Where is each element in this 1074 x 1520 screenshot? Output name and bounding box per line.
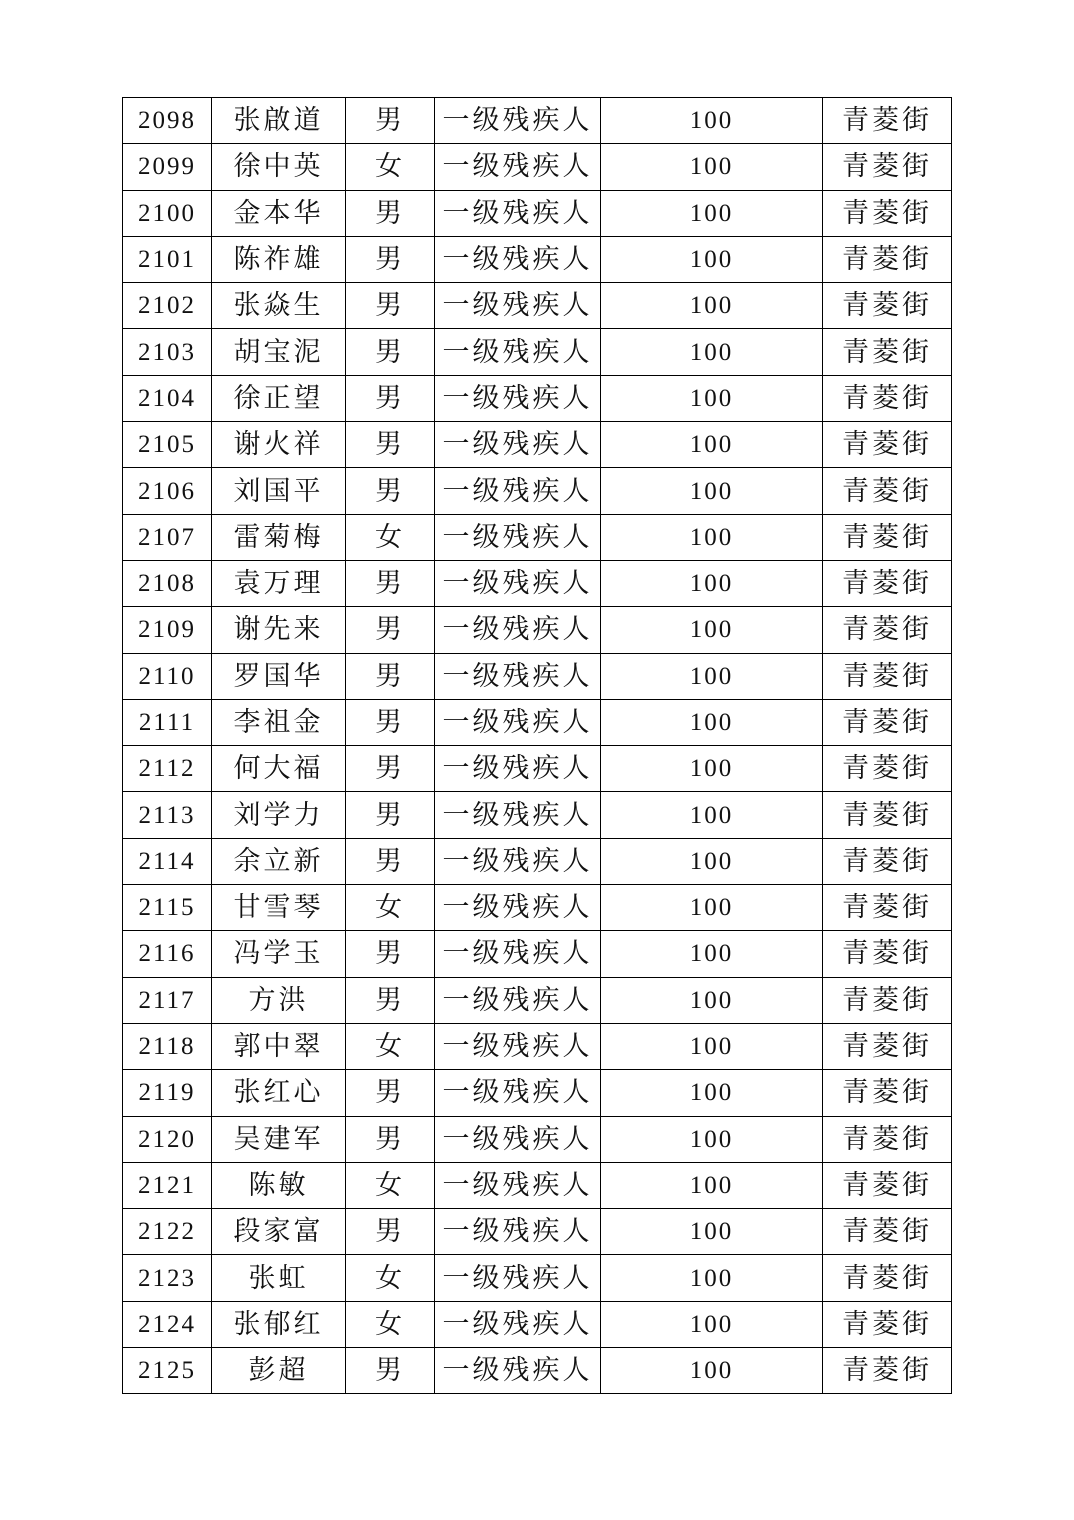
street-cell: 青菱街: [823, 1162, 952, 1208]
category-cell: 一级残疾人: [435, 283, 601, 329]
roster-table: [122, 97, 952, 1394]
gender-cell: 女: [346, 144, 435, 190]
category-cell: 一级残疾人: [435, 699, 601, 745]
street-cell: 青菱街: [823, 699, 952, 745]
table-row: [123, 375, 952, 421]
name-cell: 刘国平: [212, 468, 346, 514]
street-cell: 青菱街: [823, 560, 952, 606]
row-number-cell: 2101: [123, 236, 212, 282]
category-cell: 一级残疾人: [435, 653, 601, 699]
table-row: [123, 838, 952, 884]
table-row: [123, 1209, 952, 1255]
gender-cell: 男: [346, 746, 435, 792]
street-cell: 青菱街: [823, 607, 952, 653]
street-cell: 青菱街: [823, 236, 952, 282]
street-cell: 青菱街: [823, 838, 952, 884]
gender-cell: 男: [346, 329, 435, 375]
row-number-cell: 2102: [123, 283, 212, 329]
category-cell: 一级残疾人: [435, 1070, 601, 1116]
gender-cell: 女: [346, 885, 435, 931]
row-number-cell: 2099: [123, 144, 212, 190]
gender-cell: 男: [346, 375, 435, 421]
table-row: [123, 190, 952, 236]
category-cell: 一级残疾人: [435, 931, 601, 977]
gender-cell: 男: [346, 1209, 435, 1255]
table-row: [123, 746, 952, 792]
gender-cell: 男: [346, 283, 435, 329]
amount-cell: 100: [601, 236, 823, 282]
table-row: [123, 422, 952, 468]
row-number-cell: 2104: [123, 375, 212, 421]
name-cell: 彭超: [212, 1348, 346, 1394]
category-cell: 一级残疾人: [435, 236, 601, 282]
street-cell: 青菱街: [823, 931, 952, 977]
table-row: [123, 283, 952, 329]
amount-cell: 100: [601, 1070, 823, 1116]
name-cell: 袁万理: [212, 560, 346, 606]
gender-cell: 女: [346, 1301, 435, 1347]
name-cell: 张虹: [212, 1255, 346, 1301]
street-cell: 青菱街: [823, 977, 952, 1023]
amount-cell: 100: [601, 514, 823, 560]
name-cell: 陈敏: [212, 1162, 346, 1208]
row-number-cell: 2105: [123, 422, 212, 468]
amount-cell: 100: [601, 98, 823, 144]
street-cell: 青菱街: [823, 746, 952, 792]
category-cell: 一级残疾人: [435, 144, 601, 190]
street-cell: 青菱街: [823, 885, 952, 931]
street-cell: 青菱街: [823, 1116, 952, 1162]
amount-cell: 100: [601, 375, 823, 421]
name-cell: 徐中英: [212, 144, 346, 190]
name-cell: 雷菊梅: [212, 514, 346, 560]
gender-cell: 男: [346, 236, 435, 282]
row-number-cell: 2111: [123, 699, 212, 745]
category-cell: 一级残疾人: [435, 1023, 601, 1069]
name-cell: 甘雪琴: [212, 885, 346, 931]
street-cell: 青菱街: [823, 514, 952, 560]
gender-cell: 女: [346, 514, 435, 560]
category-cell: 一级残疾人: [435, 1116, 601, 1162]
street-cell: 青菱街: [823, 653, 952, 699]
street-cell: 青菱街: [823, 144, 952, 190]
street-cell: 青菱街: [823, 468, 952, 514]
street-cell: 青菱街: [823, 98, 952, 144]
name-cell: 何大福: [212, 746, 346, 792]
gender-cell: 男: [346, 607, 435, 653]
row-number-cell: 2123: [123, 1255, 212, 1301]
gender-cell: 男: [346, 838, 435, 884]
category-cell: 一级残疾人: [435, 98, 601, 144]
gender-cell: 男: [346, 699, 435, 745]
row-number-cell: 2117: [123, 977, 212, 1023]
amount-cell: 100: [601, 607, 823, 653]
name-cell: 张焱生: [212, 283, 346, 329]
table-row: [123, 329, 952, 375]
amount-cell: 100: [601, 190, 823, 236]
gender-cell: 女: [346, 1023, 435, 1069]
category-cell: 一级残疾人: [435, 1348, 601, 1394]
amount-cell: 100: [601, 144, 823, 190]
gender-cell: 男: [346, 560, 435, 606]
gender-cell: 男: [346, 1348, 435, 1394]
category-cell: 一级残疾人: [435, 885, 601, 931]
category-cell: 一级残疾人: [435, 375, 601, 421]
gender-cell: 男: [346, 653, 435, 699]
category-cell: 一级残疾人: [435, 746, 601, 792]
amount-cell: 100: [601, 792, 823, 838]
table-row: [123, 98, 952, 144]
roster-table-body: [123, 98, 952, 1394]
table-row: [123, 1023, 952, 1069]
street-cell: 青菱街: [823, 1255, 952, 1301]
category-cell: 一级残疾人: [435, 560, 601, 606]
amount-cell: 100: [601, 746, 823, 792]
category-cell: 一级残疾人: [435, 190, 601, 236]
amount-cell: 100: [601, 1162, 823, 1208]
category-cell: 一级残疾人: [435, 1255, 601, 1301]
name-cell: 张啟道: [212, 98, 346, 144]
table-row: [123, 1348, 952, 1394]
category-cell: 一级残疾人: [435, 977, 601, 1023]
name-cell: 段家富: [212, 1209, 346, 1255]
gender-cell: 男: [346, 1070, 435, 1116]
gender-cell: 男: [346, 931, 435, 977]
name-cell: 陈祚雄: [212, 236, 346, 282]
name-cell: 胡宝泥: [212, 329, 346, 375]
street-cell: 青菱街: [823, 329, 952, 375]
name-cell: 谢先来: [212, 607, 346, 653]
name-cell: 张红心: [212, 1070, 346, 1116]
row-number-cell: 2114: [123, 838, 212, 884]
category-cell: 一级残疾人: [435, 792, 601, 838]
name-cell: 金本华: [212, 190, 346, 236]
name-cell: 郭中翠: [212, 1023, 346, 1069]
row-number-cell: 2112: [123, 746, 212, 792]
row-number-cell: 2122: [123, 1209, 212, 1255]
gender-cell: 男: [346, 98, 435, 144]
row-number-cell: 2125: [123, 1348, 212, 1394]
row-number-cell: 2100: [123, 190, 212, 236]
street-cell: 青菱街: [823, 1301, 952, 1347]
amount-cell: 100: [601, 653, 823, 699]
amount-cell: 100: [601, 560, 823, 606]
table-row: [123, 236, 952, 282]
table-row: [123, 1255, 952, 1301]
amount-cell: 100: [601, 468, 823, 514]
table-row: [123, 653, 952, 699]
row-number-cell: 2107: [123, 514, 212, 560]
table-row: [123, 977, 952, 1023]
street-cell: 青菱街: [823, 792, 952, 838]
category-cell: 一级残疾人: [435, 514, 601, 560]
table-row: [123, 792, 952, 838]
street-cell: 青菱街: [823, 1209, 952, 1255]
row-number-cell: 2119: [123, 1070, 212, 1116]
table-row: [123, 931, 952, 977]
amount-cell: 100: [601, 329, 823, 375]
street-cell: 青菱街: [823, 1070, 952, 1116]
row-number-cell: 2120: [123, 1116, 212, 1162]
table-row: [123, 1162, 952, 1208]
table-row: [123, 885, 952, 931]
street-cell: 青菱街: [823, 1348, 952, 1394]
category-cell: 一级残疾人: [435, 1162, 601, 1208]
category-cell: 一级残疾人: [435, 329, 601, 375]
row-number-cell: 2115: [123, 885, 212, 931]
gender-cell: 男: [346, 468, 435, 514]
street-cell: 青菱街: [823, 375, 952, 421]
amount-cell: 100: [601, 1023, 823, 1069]
street-cell: 青菱街: [823, 422, 952, 468]
name-cell: 冯学玉: [212, 931, 346, 977]
row-number-cell: 2106: [123, 468, 212, 514]
name-cell: 张郁红: [212, 1301, 346, 1347]
amount-cell: 100: [601, 699, 823, 745]
table-row: [123, 560, 952, 606]
name-cell: 罗国华: [212, 653, 346, 699]
table-row: [123, 1301, 952, 1347]
table-row: [123, 607, 952, 653]
amount-cell: 100: [601, 1209, 823, 1255]
category-cell: 一级残疾人: [435, 468, 601, 514]
row-number-cell: 2110: [123, 653, 212, 699]
row-number-cell: 2103: [123, 329, 212, 375]
row-number-cell: 2121: [123, 1162, 212, 1208]
gender-cell: 男: [346, 422, 435, 468]
amount-cell: 100: [601, 1255, 823, 1301]
street-cell: 青菱街: [823, 190, 952, 236]
table-row: [123, 514, 952, 560]
row-number-cell: 2109: [123, 607, 212, 653]
amount-cell: 100: [601, 1116, 823, 1162]
row-number-cell: 2098: [123, 98, 212, 144]
row-number-cell: 2116: [123, 931, 212, 977]
category-cell: 一级残疾人: [435, 422, 601, 468]
row-number-cell: 2113: [123, 792, 212, 838]
table-row: [123, 699, 952, 745]
amount-cell: 100: [601, 885, 823, 931]
table-row: [123, 468, 952, 514]
street-cell: 青菱街: [823, 283, 952, 329]
category-cell: 一级残疾人: [435, 1209, 601, 1255]
name-cell: 刘学力: [212, 792, 346, 838]
gender-cell: 男: [346, 190, 435, 236]
table-row: [123, 144, 952, 190]
category-cell: 一级残疾人: [435, 607, 601, 653]
table-row: [123, 1116, 952, 1162]
street-cell: 青菱街: [823, 1023, 952, 1069]
amount-cell: 100: [601, 283, 823, 329]
gender-cell: 女: [346, 1255, 435, 1301]
amount-cell: 100: [601, 977, 823, 1023]
amount-cell: 100: [601, 1301, 823, 1347]
gender-cell: 男: [346, 792, 435, 838]
name-cell: 余立新: [212, 838, 346, 884]
category-cell: 一级残疾人: [435, 1301, 601, 1347]
amount-cell: 100: [601, 1348, 823, 1394]
category-cell: 一级残疾人: [435, 838, 601, 884]
name-cell: 方洪: [212, 977, 346, 1023]
amount-cell: 100: [601, 931, 823, 977]
gender-cell: 女: [346, 1162, 435, 1208]
row-number-cell: 2108: [123, 560, 212, 606]
name-cell: 徐正望: [212, 375, 346, 421]
row-number-cell: 2118: [123, 1023, 212, 1069]
gender-cell: 男: [346, 977, 435, 1023]
name-cell: 李祖金: [212, 699, 346, 745]
amount-cell: 100: [601, 838, 823, 884]
amount-cell: 100: [601, 422, 823, 468]
gender-cell: 男: [346, 1116, 435, 1162]
table-row: [123, 1070, 952, 1116]
row-number-cell: 2124: [123, 1301, 212, 1347]
name-cell: 吴建军: [212, 1116, 346, 1162]
name-cell: 谢火祥: [212, 422, 346, 468]
